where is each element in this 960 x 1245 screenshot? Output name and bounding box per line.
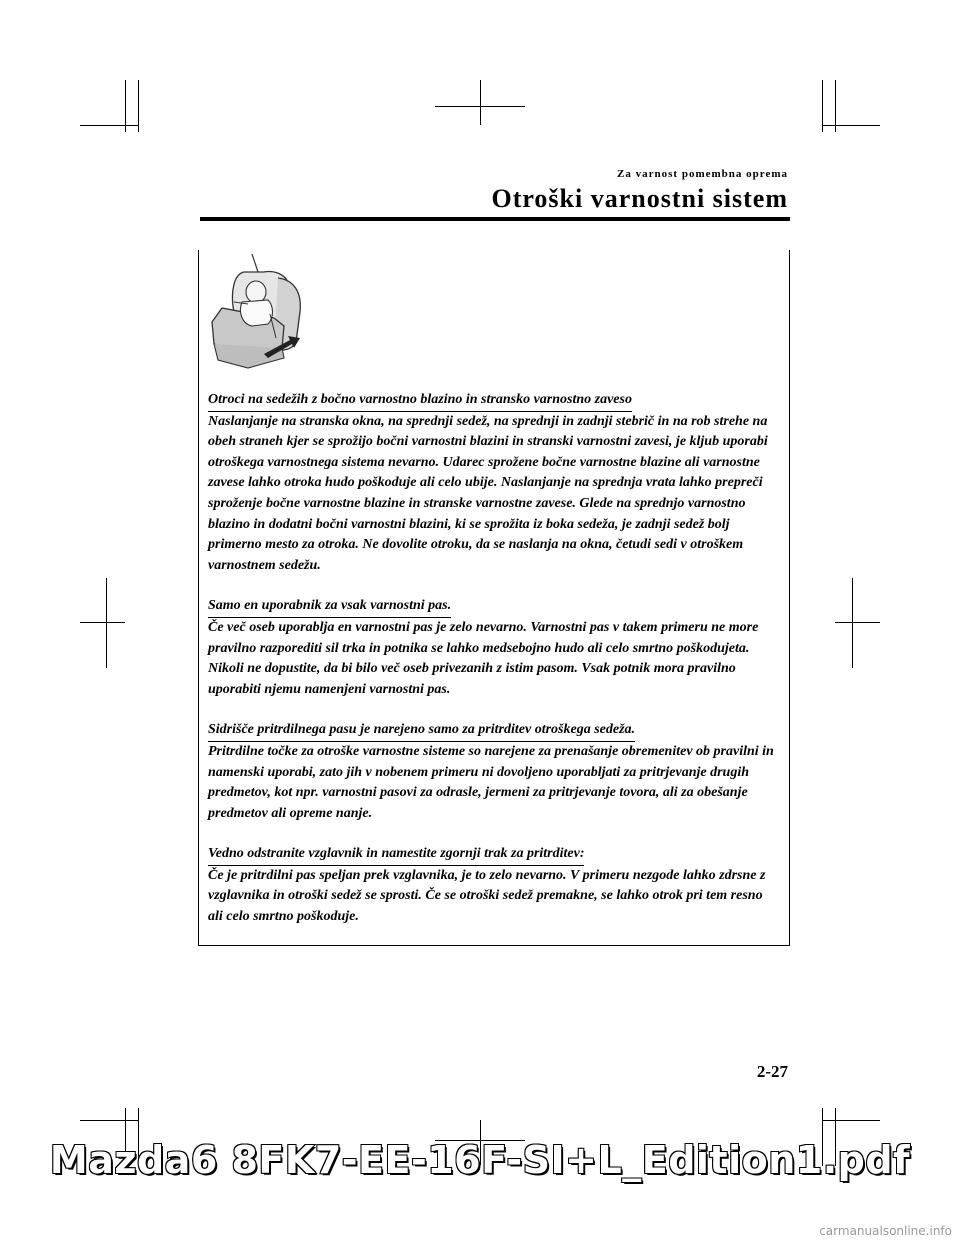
warning-body: Pritrdilne točke za otroške varnostne sisteme so narejene za prenašanje obremenitev ob pravilni in namenski uporabi, zato jih v nobenem primeru ni dovoljeno uporabljati za pritrjevanje drugih predmetov, kot npr. varnostni pasovi za odrasle, jermeni za pritrjevanje tovora, ali za obešanje predmetov ali opreme nanje. xyxy=(208,743,774,821)
warning-heading: Sidrišče pritrdilnega pasu je narejeno samo za pritrditev otroškega sedeža. xyxy=(208,720,635,742)
crop-mark xyxy=(480,80,481,125)
crop-mark xyxy=(106,578,107,668)
header-divider xyxy=(200,217,790,221)
warning-item xyxy=(208,596,780,700)
warning-body: Naslanjanje na stranska okna, na sprednji sedež, na sprednji in zadnji stebrič in na rob strehe na obeh straneh kjer se sprožijo bočni varnostni blazini in stranski varnostni zavesi, je kljub uporabi otroškega varnostnega sistema nevarno. Udarec sprožene bočne varnostne blazine ali varnostne zavese lahko otroka hudo poškoduje ali celo ubije. Naslanjanje na sprednja vrata lahko prepreči sproženje bočne varnostne blazine in stranske varnostne zavese. Glede na sprednjo varnostno blazino in dodatni bočni varnostni blazini, ki se sprožita iz boka sedeža, je zadnji sedež bolj primerno mesto za otroka. Ne dovolite otroku, da se naslanja na okna, četudi sedi v otroškem varnostnem sedežu. xyxy=(208,413,768,573)
child-seat-side-airbag-illustration-icon xyxy=(204,252,304,370)
crop-mark xyxy=(80,1120,138,1121)
warning-heading: Otroci na sedežih z bočno varnostno blazino in stransko varnostno zaveso xyxy=(208,390,632,412)
crop-mark xyxy=(852,578,853,668)
crop-mark xyxy=(435,106,525,107)
warning-content xyxy=(208,390,780,948)
warning-item xyxy=(208,844,780,927)
page-title: Otroški varnostni sistem xyxy=(491,184,788,213)
warning-heading: Vedno odstranite vzglavnik in namestite zgornji trak za pritrditev: xyxy=(208,844,584,866)
warning-heading: Samo en uporabnik za vsak varnostni pas. xyxy=(208,596,451,618)
section-title: Za varnost pomembna oprema xyxy=(617,168,788,180)
crop-mark xyxy=(822,125,880,126)
watermark: carmanualsonline.info xyxy=(819,1224,952,1238)
crop-mark xyxy=(138,80,139,132)
page-number: 2-27 xyxy=(756,1062,788,1081)
warning-item xyxy=(208,390,780,576)
crop-mark xyxy=(80,622,125,623)
warning-body: Če več oseb uporablja en varnostni pas je zelo nevarno. Varnostni pas v takem primeru ne more pravilno razporediti sil trka in potnika se lahko medsebojno hudo ali celo smrtno poškodujeta. Nikoli ne dopustite, da bi bilo več oseb privezanih z istim pasom. Vsak potnik mora pravilno uporabiti njemu namenjeni varnostni pas. xyxy=(208,619,759,697)
crop-mark xyxy=(835,622,880,623)
warning-body: Če je pritrdilni pas speljan prek vzglavnika, je to zelo nevarno. V primeru nezgode lahko zdrsne z vzglavnika in otroški sedež se sprosti. Če se otroški sedež premakne, se lahko otrok pri tem resno ali celo smrtno poškoduje. xyxy=(208,867,766,925)
document-filename: Mazda6 8FK7-EE-16F-SI+L_Edition1.pdf xyxy=(49,1138,911,1182)
crop-mark xyxy=(822,1120,880,1121)
warning-item xyxy=(208,720,780,824)
crop-mark xyxy=(80,125,138,126)
